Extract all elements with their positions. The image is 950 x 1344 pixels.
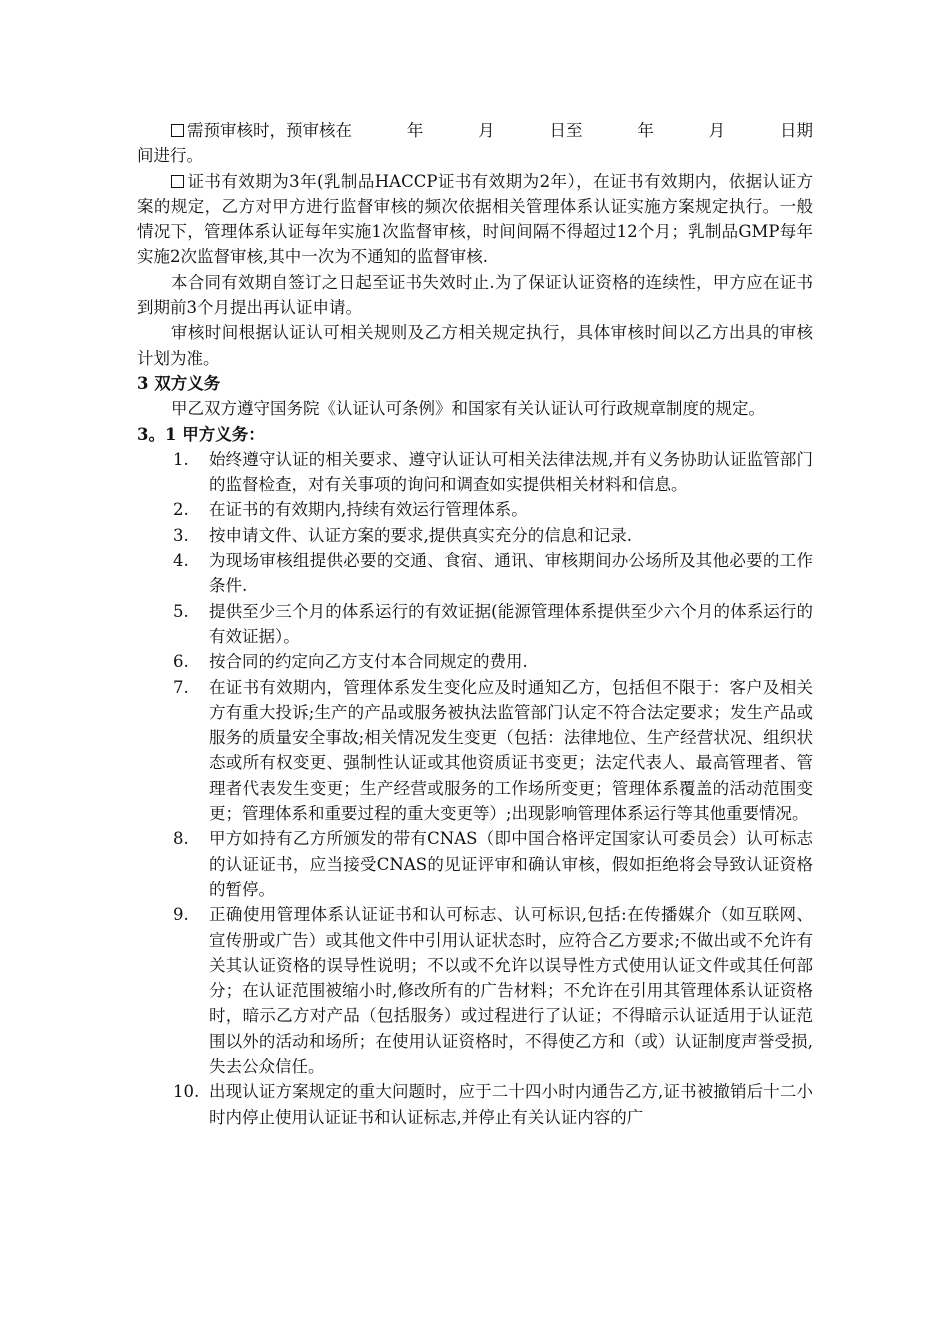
item-number: 7. <box>173 677 189 697</box>
item-text: 提供至少三个月的体系运行的有效证据(能源管理体系提供至少六个月的体系运行的有效证据）。 <box>209 601 813 646</box>
item-number: 9. <box>173 905 189 925</box>
section-3-1-heading: 3。1 甲方义务： <box>137 424 265 444</box>
list-item <box>137 675 813 827</box>
item-text: 为现场审核组提供必要的交通、食宿、通讯、审核期间办公场所及其他必要的工作条件. <box>209 551 813 596</box>
audit-time-paragraph: 审核时间根据认证认可相关规则及乙方相关规定执行，具体审核时间以乙方出具的审核计划为准。 <box>137 323 813 368</box>
item-number: 1. <box>173 449 189 469</box>
contract-term-paragraph: 本合同有效期自签订之日起至证书失效时止.为了保证认证资格的连续性，甲方应在证书到期前3个月提出再认证申请。 <box>137 272 813 318</box>
item-text: 按合同的约定向乙方支付本合同规定的费用. <box>209 652 528 672</box>
item-text: 出现认证方案规定的重大问题时，应于二十四小时内通告乙方,证书被撤销后十二小时内停止使用认证证书和认证标志,并停止有关认证内容的广 <box>209 1082 813 1127</box>
item-number: 2. <box>173 500 189 520</box>
duties-list <box>137 447 813 1130</box>
item-number: 6. <box>173 652 189 672</box>
day-to-label: 日至 <box>549 121 583 140</box>
month-label-2: 月 <box>708 121 726 140</box>
year-label-2: 年 <box>637 121 654 140</box>
list-item <box>137 599 813 650</box>
item-number: 8. <box>173 829 189 849</box>
checkbox-icon[interactable] <box>171 124 184 137</box>
item-number: 5. <box>173 601 189 621</box>
document-page <box>137 118 813 1130</box>
section-3-intro: 甲乙双方遵守国务院《认证认可条例》和国家有关认证认可行政规章制度的规定。 <box>171 399 765 419</box>
item-text: 在证书的有效期内,持续有效运行管理体系。 <box>209 500 528 520</box>
item-number: 10. <box>173 1082 200 1102</box>
section-3-heading: 3 双方义务 <box>137 373 221 393</box>
month-label-1: 月 <box>478 121 495 140</box>
list-item <box>137 1079 813 1130</box>
list-item <box>137 548 813 599</box>
pre-audit-tail: 间进行。 <box>137 146 203 166</box>
item-text: 在证书有效期内，管理体系发生变化应及时通知乙方，包括但不限于：客户及相关方有重大投诉;生产的产品或服务被执法监管部门认定不符合法定要求；发生产品或服务的质量安全事故;相关情况发生变更（包括：法律地位、生产经营状况、组织状态或所有权变更、强制性认证或其他资质证书变更；法定代表人、最高管理者、管理者代表发生变更；生产经营或服务的工作场所变更；管理体系覆盖的活动范围变更；管理体系和重要过程的重大变更等）;出现影响管理体系运行等其他重要情况。 <box>209 677 813 824</box>
period-label: 日期 <box>779 121 813 140</box>
list-item <box>137 523 813 548</box>
item-text: 甲方如持有乙方所颁发的带有CNAS（即中国合格评定国家认可委员会）认可标志的认证证书，应当接受CNAS的见证评审和确认审核，假如拒绝将会导致认证资格的暂停。 <box>209 829 813 899</box>
list-item <box>137 826 813 902</box>
item-number: 3. <box>173 525 189 545</box>
pre-audit-lead: 需预审核时，预审核在 <box>171 118 352 143</box>
item-text: 按申请文件、认证方案的要求,提供真实充分的信息和记录. <box>209 525 632 545</box>
list-item <box>137 447 813 498</box>
list-item <box>137 497 813 522</box>
item-number: 4. <box>173 551 189 571</box>
list-item <box>137 902 813 1079</box>
pre-audit-line <box>137 118 813 143</box>
year-label-1: 年 <box>406 121 424 140</box>
list-item <box>137 649 813 674</box>
item-text: 正确使用管理体系认证证书和认可标志、认可标识,包括:在传播媒介（如互联网、宣传册或广告）或其他文件中引用认证状态时，应符合乙方要求;不做出或不允许有关其认证资格的误导性说明；不以或不允许以误导性方式使用认证文件或其任何部分；在认证范围被缩小时,修改所有的广告材料；不允许在引用其管理体系认证资格时，暗示乙方对产品（包括服务）或过程进行了认证；不得暗示认证适用于认证范围以外的活动和场所；在使用认证资格时，不得使乙方和（或）认证制度声誉受损,失去公众信任。 <box>209 905 813 1076</box>
checkbox-icon[interactable] <box>171 175 184 188</box>
validity-paragraph: 证书有效期为3年(乳制品HACCP证书有效期为2年），在证书有效期内，依据认证方案的规定，乙方对甲方进行监督审核的频次依据相关管理体系认证实施方案规定执行。一般情况下，管理体系认证每年实施1次监督审核，时间间隔不得超过12个月；乳制品GMP每年实施2次监督审核,其中一次为不通知的监督审核. <box>137 171 813 267</box>
item-text: 始终遵守认证的相关要求、遵守认证认可相关法律法规,并有义务协助认证监管部门的监督检查，对有关事项的询问和调查如实提供相关材料和信息。 <box>209 449 813 495</box>
